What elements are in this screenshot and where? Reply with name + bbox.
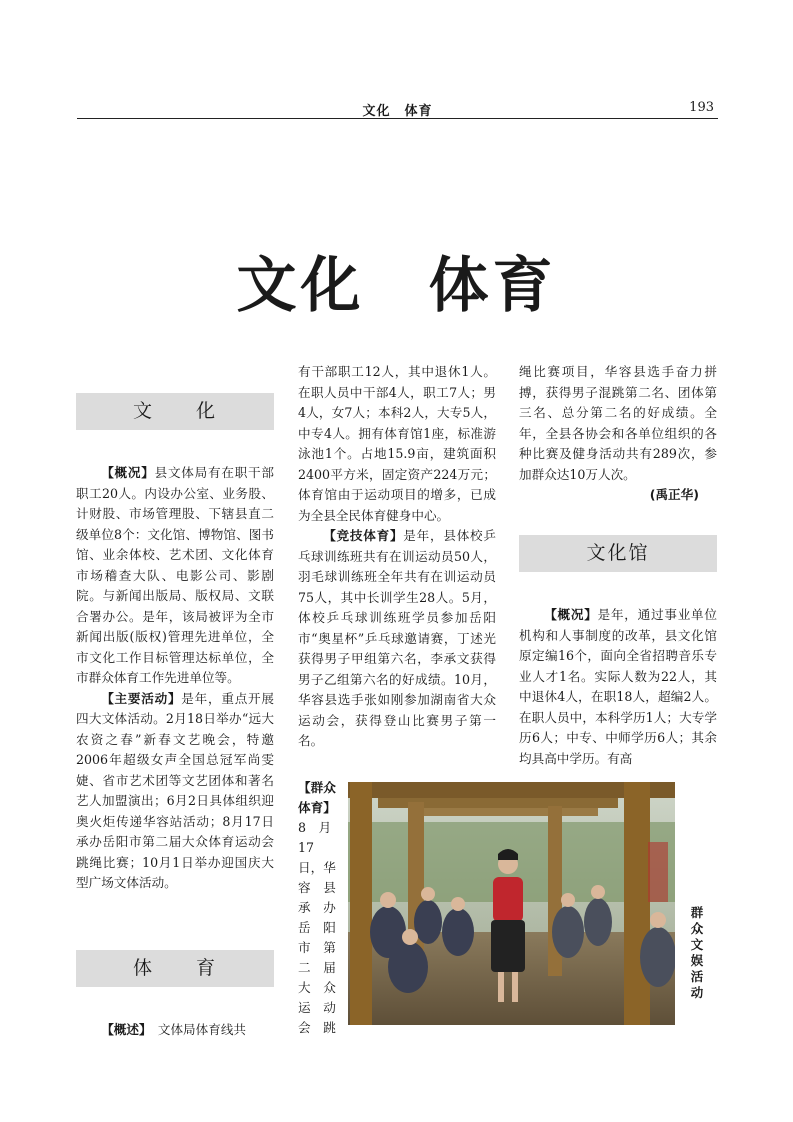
paragraph-qunzhong-tiyu bbox=[298, 778, 336, 1038]
paragraph-jingji-tiyu bbox=[298, 526, 496, 752]
paragraph-gaikuang bbox=[76, 463, 274, 689]
narrow-text-line: 岳 阳 bbox=[298, 920, 336, 935]
narrow-text-line: 17 bbox=[298, 840, 315, 855]
photo-caption: 群众文娱活动 bbox=[690, 905, 704, 1000]
keyword-label: 体育】 bbox=[298, 800, 336, 815]
keyword-label: 【概况】 bbox=[544, 607, 598, 622]
running-header-title: 文化 体育 bbox=[362, 104, 433, 119]
paragraph-gaishu bbox=[76, 1020, 274, 1041]
column-3 bbox=[519, 362, 717, 506]
narrow-text-line: 8 月 bbox=[298, 820, 332, 835]
paragraph-text: 文体局体育线共 bbox=[157, 1022, 247, 1037]
keyword-label: 【概述】 bbox=[101, 1022, 146, 1037]
keyword-label: 【群众 bbox=[298, 780, 336, 795]
column-2 bbox=[298, 362, 496, 752]
narrow-text-line: 市 第 bbox=[298, 940, 336, 955]
paragraph-continued: 有干部职工12人，其中退休1人。在职人员中干部4人，职工7人；男4人，女7人；本科2人，大专5人，中专4人。拥有体育馆1座，标准游泳池1个。占地15.9亩，建筑面积2400平方米，固定资产224万元；体育馆由于运动项目的增多，已成为全县全民体育健身中心。 bbox=[298, 364, 496, 523]
column-3-lower bbox=[519, 605, 717, 769]
paragraph-continued: 绳比赛项目，华容县选手奋力拼搏，获得男子混跳第二名、团体第三名、总分第二名的好成绩。全年，全县各协会和各单位组织的各种比赛及健身活动共有289次，参加群众达10万人次。 bbox=[519, 364, 717, 482]
narrow-text-line: 会 跳 bbox=[298, 1020, 336, 1035]
keyword-label: 【主要活动】 bbox=[101, 690, 182, 706]
paragraph-zhuyao-huodong bbox=[76, 689, 274, 894]
section-heading-wenhua: 文 化 bbox=[76, 393, 274, 430]
paragraph-text: 是年，县体校乒乓球训练班共有在训运动员50人，羽毛球训练班全年共有在训运动员75人，其中长训学生28人。5月，体校乒乓球训练班学员参加岳阳市“奥星杯”乒乓球邀请赛，丁述光获得男子甲组第六名，李承文获得男子乙组第六名的好成绩。10月，华容县选手张如刚参加湖南省大众运动会，获得登山比赛男子第一名。 bbox=[298, 528, 496, 748]
column-1-top bbox=[76, 463, 274, 894]
narrow-text-lines bbox=[298, 818, 336, 1038]
keyword-label: 【概况】 bbox=[101, 465, 155, 480]
column-1-bottom bbox=[76, 1020, 274, 1041]
running-header bbox=[77, 98, 718, 119]
narrow-text-line: 容 县 bbox=[298, 880, 336, 895]
chapter-title: 文化 体育 bbox=[236, 251, 557, 321]
paragraph-text: 是年，重点开展四大文体活动。2月18日举办“远大农资之春”新春文艺晚会，特邀2006年超级女声全国总冠军尚雯婕、省市艺术团等文艺团体和著名艺人加盟演出；6月2日具体组织迎奥火炬传递华容站活动；8月17日承办岳阳市第二届大众体育运动会跳绳比赛；10月1日举办迎国庆大型广场文体活动。 bbox=[76, 690, 274, 890]
narrow-text-line: 承 办 bbox=[298, 900, 336, 915]
page-number: 193 bbox=[689, 100, 714, 115]
author-credit: (禹正华) bbox=[649, 487, 699, 502]
photo-mass-entertainment bbox=[348, 782, 675, 1025]
narrow-text-line: 大 众 bbox=[298, 980, 336, 995]
photo-illustration bbox=[348, 782, 675, 1025]
paragraph-wenhuaguan-gaikuang bbox=[519, 605, 717, 769]
narrow-text-line: 运 动 bbox=[298, 1000, 336, 1015]
paragraph-text: 是年，通过事业单位机构和人事制度的改革，县文化馆原定编16个，面向全省招聘音乐专业人才1名。实际人数为22人，其中退休4人，在职18人，超编2人。在职人员中，本科学历1人；大专学历6人；中专、中师学历6人；其余均具高中学历。有高 bbox=[519, 607, 717, 766]
narrow-text-line: 日，华 bbox=[298, 860, 336, 875]
paragraph-text: 县文体局有在职干部职工20人。内设办公室、业务股、计财股、市场管理股、下辖县直二级单位8个：文化馆、博物馆、图书馆、业余体校、艺术团、文化体育市场稽查大队、电影公司、影剧院。与新闻出版局、版权局、文联合署办公。是年，该局被评为全市新闻出版(版权)管理先进单位，全市文化工作目标管理达标单位，全市群众体育工作先进单位等。 bbox=[76, 465, 274, 685]
narrow-text-line: 二 届 bbox=[298, 960, 336, 975]
section-heading-tiyu: 体 育 bbox=[76, 950, 274, 987]
keyword-label: 【竞技体育】 bbox=[323, 528, 404, 543]
section-heading-wenhuaguan: 文化馆 bbox=[519, 535, 717, 572]
